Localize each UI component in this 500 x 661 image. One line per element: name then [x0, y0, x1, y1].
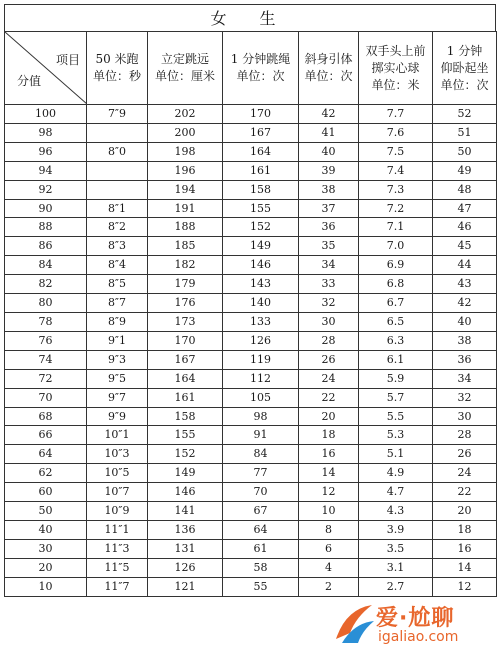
table-row: [5, 388, 497, 407]
table-cell: 24: [433, 464, 497, 483]
header-50m-run: [87, 32, 148, 105]
table-cell: 146: [223, 256, 299, 275]
table-cell: 36: [433, 350, 497, 369]
score-cell: 72: [5, 369, 87, 388]
table-cell: 16: [299, 445, 359, 464]
table-row: [5, 105, 497, 124]
table-cell: 191: [148, 199, 223, 218]
header-unit: 单位：米: [371, 77, 420, 92]
table-cell: 164: [148, 369, 223, 388]
header-standing-long-jump: [148, 32, 223, 105]
table-cell: 33: [299, 275, 359, 294]
table-cell: 5.7: [359, 388, 433, 407]
header-sit-ups: [433, 32, 497, 105]
header-label-cont: 掷实心球: [371, 60, 420, 75]
table-cell: 11″1: [87, 520, 148, 539]
table-cell: 26: [299, 350, 359, 369]
table-row: [5, 275, 497, 294]
score-cell: 92: [5, 180, 87, 199]
table-cell: 161: [223, 161, 299, 180]
table-cell: 5.9: [359, 369, 433, 388]
table-cell: 121: [148, 577, 223, 596]
table-cell: 6.5: [359, 312, 433, 331]
table-cell: 58: [223, 558, 299, 577]
table-cell: 105: [223, 388, 299, 407]
score-cell: 78: [5, 312, 87, 331]
table-cell: 55: [223, 577, 299, 596]
table-cell: 202: [148, 105, 223, 124]
score-cell: 74: [5, 350, 87, 369]
score-cell: 40: [5, 520, 87, 539]
table-row: [5, 294, 497, 313]
table-row: [5, 331, 497, 350]
table-row: [5, 464, 497, 483]
table-cell: 11″7: [87, 577, 148, 596]
table-cell: 3.9: [359, 520, 433, 539]
table-row: [5, 558, 497, 577]
table-cell: 11″3: [87, 539, 148, 558]
header-label: 立定跳远: [160, 52, 209, 66]
table-cell: 155: [223, 199, 299, 218]
table-cell: 10″3: [87, 445, 148, 464]
table-cell: 7″9: [87, 105, 148, 124]
table-cell: 161: [148, 388, 223, 407]
table-cell: 8: [299, 520, 359, 539]
table-row: [5, 218, 497, 237]
watermark-logo-icon: [332, 599, 376, 649]
table-cell: 26: [433, 445, 497, 464]
table-cell: 44: [433, 256, 497, 275]
table-cell: 6.3: [359, 331, 433, 350]
score-cell: 86: [5, 237, 87, 256]
table-cell: 141: [148, 502, 223, 521]
table-cell: 8″4: [87, 256, 148, 275]
table-cell: 7.3: [359, 180, 433, 199]
score-cell: 60: [5, 483, 87, 502]
table-row: [5, 426, 497, 445]
header-rope-skipping: [223, 32, 299, 105]
score-table: [4, 31, 497, 597]
table-cell: 188: [148, 218, 223, 237]
table-cell: 4.9: [359, 464, 433, 483]
table-cell: 10″1: [87, 426, 148, 445]
table-cell: 149: [223, 237, 299, 256]
table-cell: 48: [433, 180, 497, 199]
table-cell: 6.8: [359, 275, 433, 294]
header-unit: 单位：次: [236, 69, 285, 83]
header-inclined-pull-up: [299, 32, 359, 105]
table-row: [5, 520, 497, 539]
table-cell: 155: [148, 426, 223, 445]
table-cell: 173: [148, 312, 223, 331]
table-cell: 45: [433, 237, 497, 256]
table-cell: 7.6: [359, 123, 433, 142]
table-cell: [87, 180, 148, 199]
table-cell: 91: [223, 426, 299, 445]
table-cell: 8″7: [87, 294, 148, 313]
header-label-cont: 仰卧起坐: [440, 60, 489, 75]
table-row: [5, 199, 497, 218]
table-cell: 194: [148, 180, 223, 199]
header-label: 50 米跑: [95, 52, 139, 66]
table-cell: 38: [433, 331, 497, 350]
score-cell: 66: [5, 426, 87, 445]
score-cell: 70: [5, 388, 87, 407]
table-row: [5, 502, 497, 521]
header-unit: 单位：秒: [92, 69, 141, 83]
table-cell: [87, 123, 148, 142]
table-cell: 32: [433, 388, 497, 407]
table-cell: 49: [433, 161, 497, 180]
table-cell: 167: [148, 350, 223, 369]
table-cell: 36: [299, 218, 359, 237]
table-cell: 10″5: [87, 464, 148, 483]
score-cell: 94: [5, 161, 87, 180]
table-cell: 6.7: [359, 294, 433, 313]
watermark-url: igaliao.com: [378, 629, 459, 645]
score-cell: 50: [5, 502, 87, 521]
table-cell: 7.4: [359, 161, 433, 180]
table-cell: 158: [223, 180, 299, 199]
table-cell: 9″5: [87, 369, 148, 388]
table-cell: 18: [433, 520, 497, 539]
table-cell: 164: [223, 142, 299, 161]
table-cell: 18: [299, 426, 359, 445]
table-cell: 61: [223, 539, 299, 558]
table-cell: 51: [433, 123, 497, 142]
table-cell: 8″0: [87, 142, 148, 161]
table-row: [5, 350, 497, 369]
table-cell: 126: [148, 558, 223, 577]
header-label: 1 分钟: [446, 43, 483, 58]
table-cell: 20: [433, 502, 497, 521]
table-cell: 12: [299, 483, 359, 502]
watermark-brand: 爱·尬聊: [376, 606, 455, 631]
corner-header-cell: [5, 32, 87, 105]
table-cell: 40: [433, 312, 497, 331]
table-cell: 4.7: [359, 483, 433, 502]
table-cell: 198: [148, 142, 223, 161]
table-row: [5, 539, 497, 558]
header-row: [5, 32, 497, 105]
table-cell: 43: [433, 275, 497, 294]
table-cell: 67: [223, 502, 299, 521]
table-cell: 6: [299, 539, 359, 558]
table-row: [5, 161, 497, 180]
table-cell: 185: [148, 237, 223, 256]
score-cell: 76: [5, 331, 87, 350]
table-cell: 10: [299, 502, 359, 521]
table-cell: 10″7: [87, 483, 148, 502]
table-cell: 5.1: [359, 445, 433, 464]
corner-label-item: 项目: [55, 53, 80, 67]
corner-label-score: 分值: [17, 74, 42, 88]
table-cell: 2: [299, 577, 359, 596]
table-cell: 22: [433, 483, 497, 502]
score-cell: 64: [5, 445, 87, 464]
table-cell: 20: [299, 407, 359, 426]
table-cell: 143: [223, 275, 299, 294]
header-unit: 单位：厘米: [154, 69, 215, 83]
table-cell: 3.5: [359, 539, 433, 558]
table-cell: 42: [299, 105, 359, 124]
table-row: [5, 445, 497, 464]
score-cell: 88: [5, 218, 87, 237]
table-cell: 34: [433, 369, 497, 388]
table-cell: 196: [148, 161, 223, 180]
table-cell: 34: [299, 256, 359, 275]
table-cell: 136: [148, 520, 223, 539]
table-cell: 32: [299, 294, 359, 313]
table-cell: 8″5: [87, 275, 148, 294]
table-cell: 7.2: [359, 199, 433, 218]
table-cell: 24: [299, 369, 359, 388]
table-cell: 98: [223, 407, 299, 426]
table-cell: 133: [223, 312, 299, 331]
table-row: [5, 237, 497, 256]
table-cell: 77: [223, 464, 299, 483]
score-cell: 98: [5, 123, 87, 142]
table-row: [5, 483, 497, 502]
table-cell: 84: [223, 445, 299, 464]
table-cell: 30: [433, 407, 497, 426]
table-cell: 11″5: [87, 558, 148, 577]
table-cell: [87, 161, 148, 180]
table-cell: 7.1: [359, 218, 433, 237]
table-cell: 112: [223, 369, 299, 388]
score-cell: 10: [5, 577, 87, 596]
table-cell: 14: [433, 558, 497, 577]
table-cell: 4: [299, 558, 359, 577]
header-label: 1 分钟跳绳: [230, 52, 291, 66]
table-cell: 38: [299, 180, 359, 199]
table-cell: 149: [148, 464, 223, 483]
table-cell: 2.7: [359, 577, 433, 596]
table-cell: 152: [223, 218, 299, 237]
table-cell: 4.3: [359, 502, 433, 521]
table-row: [5, 142, 497, 161]
table-cell: 52: [433, 105, 497, 124]
table-cell: 8″9: [87, 312, 148, 331]
table-cell: 9″7: [87, 388, 148, 407]
table-cell: 14: [299, 464, 359, 483]
table-cell: 8″3: [87, 237, 148, 256]
site-watermark: [332, 599, 492, 653]
table-cell: 5.3: [359, 426, 433, 445]
header-medicine-ball-throw: [359, 32, 433, 105]
table-cell: 16: [433, 539, 497, 558]
table-cell: 9″3: [87, 350, 148, 369]
table-cell: 182: [148, 256, 223, 275]
table-cell: 131: [148, 539, 223, 558]
table-cell: 6.9: [359, 256, 433, 275]
table-cell: 46: [433, 218, 497, 237]
table-title: 女 生: [4, 4, 496, 31]
table-cell: 146: [148, 483, 223, 502]
table-cell: 3.1: [359, 558, 433, 577]
table-cell: 70: [223, 483, 299, 502]
header-unit: 单位：次: [304, 69, 353, 83]
table-cell: 10″9: [87, 502, 148, 521]
table-cell: 22: [299, 388, 359, 407]
score-cell: 90: [5, 199, 87, 218]
table-cell: 47: [433, 199, 497, 218]
table-cell: 42: [433, 294, 497, 313]
score-table-sheet: [4, 4, 496, 597]
table-cell: 170: [223, 105, 299, 124]
header-unit: 单位：次: [440, 77, 489, 92]
score-cell: 96: [5, 142, 87, 161]
table-cell: 35: [299, 237, 359, 256]
table-cell: 152: [148, 445, 223, 464]
table-cell: 64: [223, 520, 299, 539]
table-cell: 30: [299, 312, 359, 331]
table-cell: 8″2: [87, 218, 148, 237]
table-cell: 170: [148, 331, 223, 350]
table-cell: 158: [148, 407, 223, 426]
header-label: 斜身引体: [304, 52, 353, 66]
table-cell: 140: [223, 294, 299, 313]
table-cell: 50: [433, 142, 497, 161]
table-cell: 7.7: [359, 105, 433, 124]
table-row: [5, 369, 497, 388]
table-cell: 12: [433, 577, 497, 596]
score-cell: 82: [5, 275, 87, 294]
table-cell: 39: [299, 161, 359, 180]
score-cell: 100: [5, 105, 87, 124]
header-label: 双手头上前: [365, 43, 426, 58]
score-cell: 30: [5, 539, 87, 558]
score-cell: 62: [5, 464, 87, 483]
table-row: [5, 577, 497, 596]
table-cell: 41: [299, 123, 359, 142]
score-cell: 68: [5, 407, 87, 426]
table-cell: 176: [148, 294, 223, 313]
table-cell: 119: [223, 350, 299, 369]
table-cell: 5.5: [359, 407, 433, 426]
table-cell: 6.1: [359, 350, 433, 369]
table-cell: 179: [148, 275, 223, 294]
table-cell: 200: [148, 123, 223, 142]
score-cell: 20: [5, 558, 87, 577]
table-cell: 167: [223, 123, 299, 142]
table-row: [5, 180, 497, 199]
score-cell: 80: [5, 294, 87, 313]
table-row: [5, 123, 497, 142]
table-cell: 8″1: [87, 199, 148, 218]
table-cell: 37: [299, 199, 359, 218]
table-cell: 40: [299, 142, 359, 161]
table-body: [5, 105, 497, 597]
table-cell: 9″9: [87, 407, 148, 426]
table-row: [5, 256, 497, 275]
table-cell: 126: [223, 331, 299, 350]
table-row: [5, 407, 497, 426]
table-cell: 28: [299, 331, 359, 350]
table-cell: 7.5: [359, 142, 433, 161]
table-cell: 9″1: [87, 331, 148, 350]
table-cell: 28: [433, 426, 497, 445]
table-row: [5, 312, 497, 331]
score-cell: 84: [5, 256, 87, 275]
table-cell: 7.0: [359, 237, 433, 256]
